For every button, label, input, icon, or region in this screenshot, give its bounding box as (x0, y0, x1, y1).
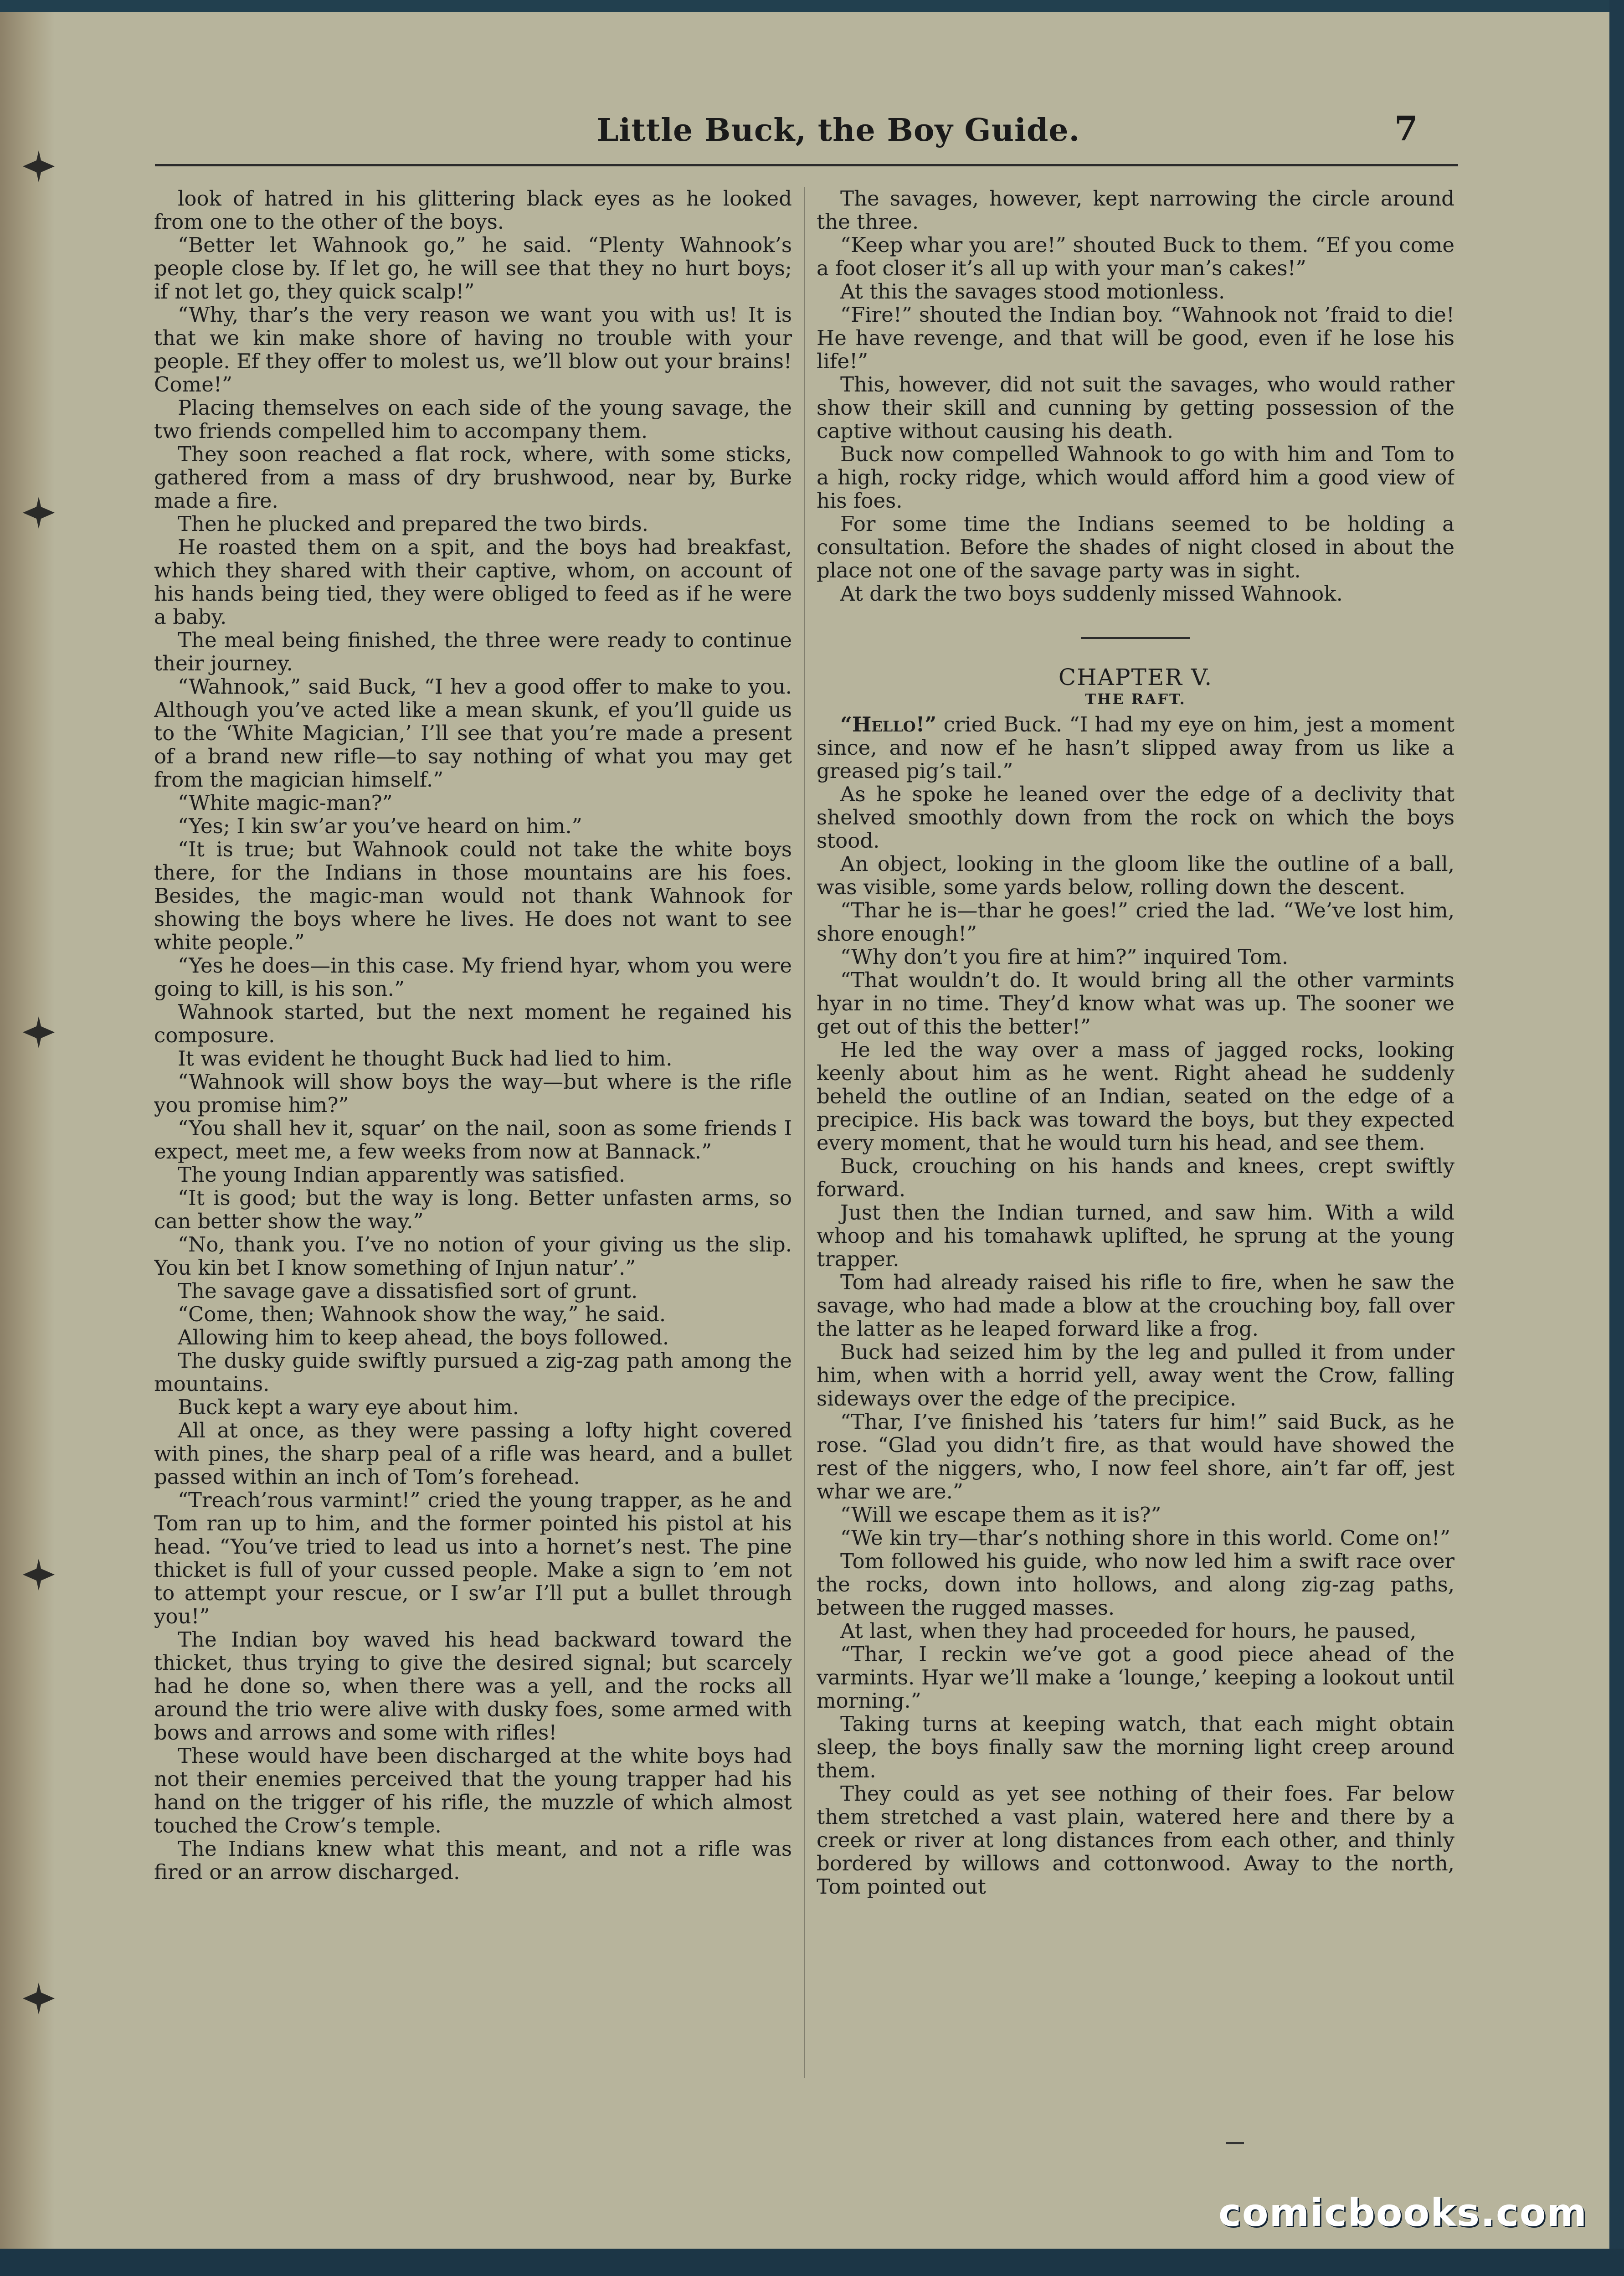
paragraph: Buck, crouching on his hands and knees, crept swiftly forward. (817, 1154, 1454, 1201)
paragraph: “Thar, I reckin we’ve got a good piece ahead of the varmints. Hyar we’ll make a ‘lounge,’ keeping a lookout until morning.” (817, 1642, 1454, 1713)
paragraph: He led the way over a mass of jagged rocks, looking keenly about him as he went. Right ahead he suddenly beheld the outline of an Indian, seated on the edge of a precipice. His back was toward the boys, but they expected every moment, that he would turn his head, and see them. (817, 1038, 1454, 1155)
paragraph: “Fire!” shouted the Indian boy. “Wahnook not ’fraid to die! He have revenge, and that will be good, even if he lose his life!” (817, 303, 1454, 373)
chapter-heading (817, 637, 1454, 708)
paragraph: “Thar he is—thar he goes!” cried the lad. “We’ve lost him, shore enough!” (817, 898, 1454, 946)
paragraph: “Wahnook will show boys the way—but where is the rifle you promise him?” (154, 1070, 792, 1117)
chapter-lead-word: “Hello!” (840, 712, 937, 736)
chapter-lead-text: cried Buck. “I had my eye on him, jest a moment since, and now ef he hasn’t slipped away from us like a greased pig’s tail.” (817, 712, 1454, 783)
paragraph: They could as yet see nothing of their foes. Far below them stretched a vast plain, watered here and there by a creek or river at long distances from each other, and thinly bordered by willows and cottonwood. Away to the north, Tom pointed out (817, 1782, 1454, 1899)
paragraph: At last, when they had proceeded for hours, he paused, (840, 1619, 1417, 1643)
paragraph: It was evident he thought Buck had lied to him. (178, 1046, 673, 1071)
paragraph: “Will we escape them as it is?” (840, 1503, 1161, 1527)
paragraph: They soon reached a flat rock, where, with some sticks, gathered from a mass of dry brushwood, near by, Burke made a fire. (154, 442, 792, 513)
site-watermark: comicbooks.com (1218, 2190, 1588, 2235)
paragraph: Buck kept a wary eye about him. (178, 1395, 519, 1419)
paragraph: The Indians knew what this meant, and not a rifle was fired or an arrow discharged. (154, 1837, 792, 1884)
paragraph: Buck had seized him by the leg and pulled it from under him, when with a horrid yell, away went the Crow, falling sideways over the edge of the precipice. (817, 1340, 1454, 1411)
chapter-rule (1081, 637, 1190, 639)
running-header-title: Little Buck, the Boy Guide. (596, 112, 1080, 149)
staple-icon (23, 1016, 55, 1048)
paragraph: Buck now compelled Wahnook to go with him and Tom to a high, rocky ridge, which would afford him a good view of his foes. (817, 442, 1454, 513)
paragraph: Just then the Indian turned, and saw him. With a wild whoop and his tomahawk uplifted, he sprung at the young trapper. (817, 1200, 1454, 1271)
staple-icon (23, 1559, 55, 1591)
paragraph: The savage gave a dissatisfied sort of grunt. (178, 1279, 638, 1303)
chapter-opening-paragraph (817, 713, 1454, 783)
paragraph: “Wahnook,” said Buck, “I hev a good offer to make to you. Although you’ve acted like a mean skunk, ef you’ll guide us to the ‘White Magician,’ I’ll see that you’re made a present of a brand new rifle—to say nothing of what you may get from the magician himself.” (154, 675, 792, 792)
page-number: 7 (1394, 109, 1418, 149)
right-column-text-before-chapter (817, 187, 1454, 605)
paragraph: An object, looking in the gloom like the outline of a ball, was visible, some yards below, rolling down the descent. (817, 852, 1454, 899)
paragraph: For some time the Indians seemed to be holding a consultation. Before the shades of night closed in about the place not one of the savage party was in sight. (817, 512, 1454, 582)
right-column-text-after-chapter (817, 783, 1454, 1898)
paragraph: “Come, then; Wahnook show the way,” he said. (178, 1302, 666, 1326)
chapter-title: CHAPTER V. (1058, 664, 1213, 690)
scan-top-edge (0, 0, 1624, 12)
scan-bottom-edge (0, 2249, 1624, 2276)
paragraph: “Yes; I kin sw’ar you’ve heard on him.” (178, 814, 582, 838)
paragraph: “You shall hev it, squar’ on the nail, soon as some friends I expect, meet me, a few weeks from now at Bannack.” (154, 1116, 792, 1164)
paragraph: “Why, thar’s the very reason we want you with us! It is that we kin make shore of having no trouble with your people. Ef they offer to molest us, we’ll blow out your brains! Come!” (154, 303, 792, 396)
paragraph: The young Indian apparently was satisfied. (178, 1163, 626, 1187)
paragraph: “No, thank you. I’ve no notion of your giving us the slip. You kin bet I know something of Injun natur’.” (154, 1232, 792, 1280)
paragraph: The Indian boy waved his head backward toward the thicket, thus trying to give the desired signal; but scarcely had he done so, when there was a yell, and the rocks all around the trio were alive with dusky foes, some armed with bows and arrows and some with rifles! (154, 1627, 792, 1745)
paragraph: These would have been discharged at the white boys had not their enemies perceived that the young trapper had his hand on the trigger of his rifle, the muzzle of which almost touched the Crow’s temple. (154, 1744, 792, 1838)
paragraph: look of hatred in his glittering black eyes as he looked from one to the other of the boys. (154, 187, 792, 234)
header-rule (155, 164, 1458, 166)
paragraph: “White magic-man?” (178, 791, 393, 815)
paragraph: Placing themselves on each side of the young savage, the two friends compelled him to accompany them. (154, 396, 792, 443)
paragraph: “Thar, I’ve finished his ’taters fur him!” said Buck, as he rose. “Glad you didn’t fire, as that would have showed the rest of the niggers, who, I now feel shore, ain’t far off, jest whar we are.” (817, 1410, 1454, 1504)
column-divider (804, 187, 805, 2078)
paragraph: “We kin try—thar’s nothing shore in this world. Come on!” (840, 1526, 1450, 1550)
chapter-subtitle: THE RAFT. (1085, 690, 1186, 708)
paragraph: At dark the two boys suddenly missed Wahnook. (840, 582, 1343, 606)
staple-icon (23, 150, 55, 182)
paragraph: He roasted them on a spit, and the boys had breakfast, which they shared with their captive, whom, on account of his hands being tied, they were obliged to feed as if he were a baby. (154, 535, 792, 629)
paragraph: As he spoke he leaned over the edge of a declivity that shelved smoothly down from the rock on which the boys stood. (817, 782, 1454, 853)
staple-icon (23, 497, 55, 529)
paragraph: Then he plucked and prepared the two birds. (178, 512, 648, 536)
page-spine (0, 0, 55, 2276)
paragraph: Tom had already raised his rifle to fire, when he saw the savage, who had made a blow at the crouching boy, fall over the latter as he leaped forward like a frog. (817, 1270, 1454, 1341)
paragraph: “Better let Wahnook go,” he said. “Plenty Wahnook’s people close by. If let go, he will see that they no hurt boys; if not let go, they quick scalp!” (154, 233, 792, 304)
paragraph: “Why don’t you fire at him?” inquired Tom. (840, 945, 1289, 969)
paragraph: Wahnook started, but the next moment he regained his composure. (154, 1000, 792, 1047)
paragraph: All at once, as they were passing a lofty hight covered with pines, the sharp peal of a rifle was heard, and a bullet passed within an inch of Tom’s forehead. (154, 1418, 792, 1489)
text-column-left (154, 187, 792, 2096)
paragraph: “It is true; but Wahnook could not take the white boys there, for the Indians in those mountains are his foes. Besides, the magic-man would not thank Wahnook for showing the boys where he lives. He does not want to see white people.” (154, 837, 792, 954)
footer-dash (1226, 2142, 1244, 2144)
scan-right-edge (1609, 0, 1624, 2276)
text-column-right (817, 187, 1454, 2096)
paragraph: This, however, did not suit the savages, who would rather show their skill and cunning by getting possession of the captive without causing his death. (817, 372, 1454, 443)
paragraph: “That wouldn’t do. It would bring all the other varmints hyar in no time. They’d know what was up. The sooner we get out of this the better!” (817, 968, 1454, 1039)
paragraph: At this the savages stood motionless. (840, 279, 1225, 304)
paragraph: “It is good; but the way is long. Better unfasten arms, so can better show the way.” (154, 1186, 792, 1233)
paragraph: “Keep whar you are!” shouted Buck to them. “Ef you come a foot closer it’s all up with your man’s cakes!” (817, 233, 1454, 280)
staple-icon (23, 1982, 55, 2014)
paragraph: Tom followed his guide, who now led him a swift race over the rocks, down into hollows, and along zig-zag paths, between the rugged masses. (817, 1549, 1454, 1620)
paragraph: “Yes he does—in this case. My friend hyar, whom you were going to kill, is his son.” (154, 953, 792, 1001)
paragraph: “Treach’rous varmint!” cried the young trapper, as he and Tom ran up to him, and the former pointed his pistol at his head. “You’ve tried to lead us into a hornet’s nest. The pine thicket is full of your cussed people. Make a sign to ’em not to attempt your rescue, or I sw’ar I’ll put a bullet through you!” (154, 1488, 792, 1628)
paragraph: The meal being finished, the three were ready to continue their journey. (154, 628, 792, 675)
paragraph: The savages, however, kept narrowing the circle around the three. (817, 187, 1454, 234)
paragraph: The dusky guide swiftly pursued a zig-zag path among the mountains. (154, 1349, 792, 1396)
paragraph: Taking turns at keeping watch, that each might obtain sleep, the boys finally saw the morning light creep around them. (817, 1712, 1454, 1782)
paragraph: Allowing him to keep ahead, the boys followed. (178, 1325, 669, 1349)
